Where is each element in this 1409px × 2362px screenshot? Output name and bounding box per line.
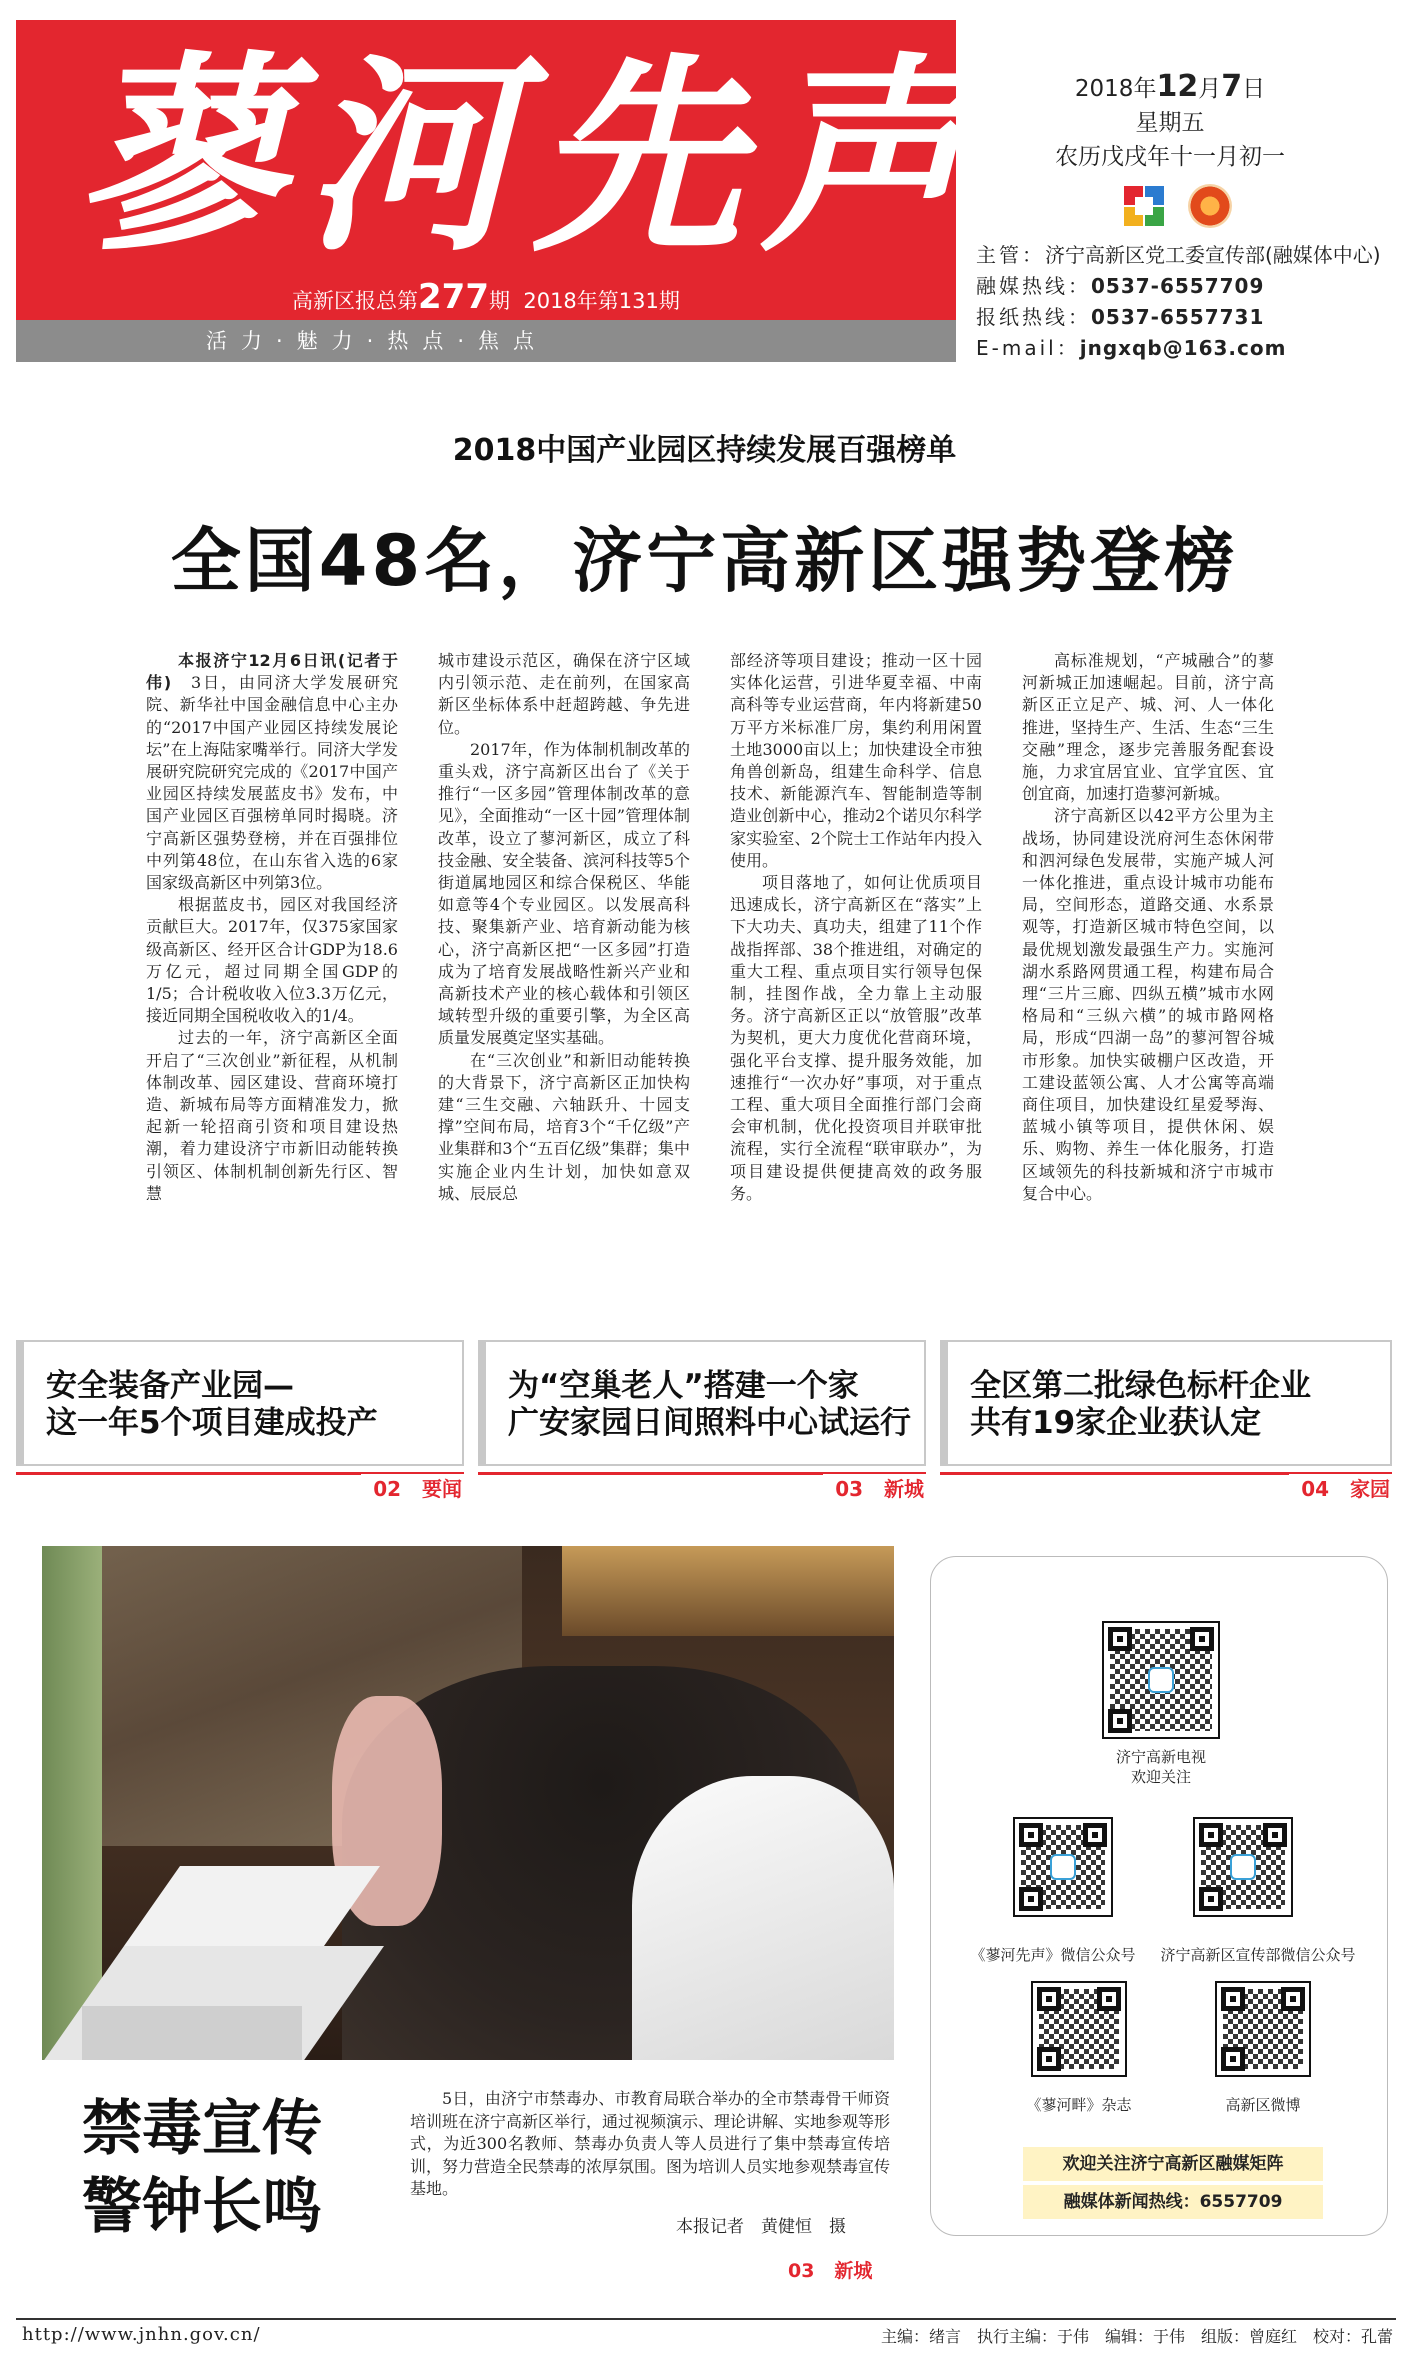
news-hotline-banner: 融媒体新闻热线：6557709: [1023, 2185, 1323, 2219]
date-day: 7: [1221, 69, 1243, 104]
teaser-title-line: 共有19家企业获认定: [970, 1405, 1262, 1441]
story-paragraph: 根据蓝皮书，园区对我国经济贡献巨大。2017年，仅375家国家级高新区、经开区合计GDP为18.6万亿元，超过同期全国GDP的1/5；合计税收收入位3.3万亿元，接近同期全国税收收入的1/4。: [146, 895, 398, 1026]
story-paragraph: 在“三次创业”和新旧动能转换的大背景下，济宁高新区正加快构建“三生交融、六轴跃升、十园支撑”空间布局，培育3个“千亿级”产业集群和3个“五百亿级”集群；集中实施企业内生计划，加快如意双城、辰辰总: [438, 1050, 690, 1203]
teaser-title: [46, 1368, 456, 1442]
story-column-2: [438, 650, 690, 1290]
teaser-page-ref[interactable]: [823, 1474, 926, 1504]
qr-code-icon[interactable]: [1013, 1817, 1113, 1917]
contact-info: [976, 240, 1396, 364]
qr-label: 《蓼河畔》杂志: [1026, 2096, 1132, 2114]
page-name: 新城: [834, 2260, 873, 2282]
news-photo: [42, 1546, 894, 2060]
page-name: 家园: [1350, 1477, 1390, 1501]
qr-code-icon[interactable]: [1193, 1817, 1293, 1917]
page-name: 要闻: [422, 1477, 462, 1501]
tv-logo-icon: [1122, 184, 1166, 228]
page-number: 03: [788, 2260, 815, 2282]
photo-caption-text: 5日，由济宁市禁毒办、市教育局联合举办的全市禁毒骨干师资培训班在济宁高新区举行，通过视频演示、理论讲解、实地参观等形式，为近300名教师、禁毒办负责人等人员进行了集中禁毒宣传培训，努力营造全民禁毒的浓厚氛围。图为培训人员实地参观禁毒宣传基地。: [410, 2089, 891, 2199]
issue-suffix: 期: [488, 289, 510, 313]
email-label: E-mail：: [976, 336, 1080, 360]
issue-year: 2018年第131期: [523, 289, 680, 313]
follow-banner: 欢迎关注济宁高新区融媒矩阵: [1023, 2147, 1323, 2181]
news-hotline-label: 报纸热线：: [976, 305, 1091, 329]
date-block: [1010, 70, 1330, 174]
story-headline: 全国48名，济宁高新区强势登榜: [170, 520, 1239, 602]
sponsor-label: 主管：: [976, 243, 1045, 267]
teaser-title: [508, 1368, 918, 1442]
publish-date: [1010, 70, 1330, 106]
teaser-title: [970, 1368, 1384, 1442]
motto: 活力·魅力·热点·焦点: [206, 329, 549, 353]
media-logos: [1122, 184, 1242, 230]
story-paragraph: 济宁高新区以42平方公里为主战场，协同建设洸府河生态休闲带和泗河绿色发展带，实施产城人河一体化推进，重点设计城市功能布局，空间形态，道路交通、水系景观等，打造新区城市特色空间，以最优规划激发最强生产力。实施河湖水系路网贯通工程，构建布局合理“三片三廊、四纵五横”城市水网格局和“三纵六横”的城市路网格局，形成“四湖一岛”的蓼河智谷城市形象。加快实破棚户区改造，开工建设蓝领公寓、人才公寓等高端商住项目，加快建设红星爱琴海、蓝城小镇等项目，提供休闲、娱乐、购物、养生一体化服务，打造区域领先的科技新城和济宁市城市复合中心。: [1022, 806, 1274, 1203]
date-month-unit: 月: [1198, 76, 1222, 102]
qr-label: 济宁高新区宣传部微信公众号: [1160, 1946, 1356, 1964]
photo-page-ref[interactable]: [788, 2256, 872, 2283]
news-hotline: 0537-6557731: [1091, 305, 1265, 329]
qr-label: 高新区微博: [1225, 2096, 1301, 2114]
teaser-elderly-care[interactable]: [478, 1340, 926, 1501]
qr-label: [1011, 1747, 1311, 1787]
story-column-4: [1022, 650, 1274, 1290]
qr-code-icon[interactable]: [1031, 1981, 1127, 2077]
photo-display-cube: [82, 2006, 302, 2060]
qr-label-line: 欢迎关注: [1130, 1768, 1191, 1786]
email-row: [976, 333, 1396, 364]
date-month: 12: [1156, 69, 1199, 104]
issue-number: [292, 278, 680, 316]
qr-label-line: 济宁高新电视: [1115, 1748, 1206, 1766]
photo-byline: 本报记者 黄健恒 摄: [676, 2217, 846, 2237]
media-hotline-label: 融媒热线：: [976, 274, 1091, 298]
story-column-3: [730, 650, 982, 1290]
page-number: 02: [373, 1477, 402, 1501]
story-paragraph: 城市建设示范区，确保在济宁区域内引领示范、走在前列，在国家高新区坐标体系中赶超跨越、争先进位。: [438, 651, 690, 737]
qr-label: 《蓼河先声》微信公众号: [970, 1946, 1136, 1964]
teaser-title-line: 为“空巢老人”搭建一个家: [508, 1368, 859, 1404]
masthead: [16, 20, 989, 362]
story-paragraph: 3日，由同济大学发展研究院、新华社中国金融信息中心主办的“2017中国产业园区持续发展论坛”在上海陆家嘴举行。同济大学发展研究院研究完成的《2017中国产业园区持续发展蓝皮书》发布，中国产业园区百强榜单同时揭晓。济宁高新区强势登榜，并在百强排位中列第48位，在山东省入选的6家国家级高新区中列第3位。: [146, 673, 398, 893]
issue-prefix: 高新区报总第: [292, 289, 418, 313]
story-paragraph: 部经济等项目建设；推动一区十园实体化运营，引进华夏幸福、中南高科等专业运营商，年内将新建50万平方米标准厂房，集约利用闲置土地3000亩以上；加快建设全市独角兽创新岛，组建生命科学、信息技术、新能源汽车、智能制造等制造业创新中心，推动2个诺贝尔科学家实验室、2个院士工作站年内投入使用。: [730, 651, 982, 870]
footer-divider: [16, 2318, 1396, 2320]
masthead-red-panel: [16, 20, 989, 320]
page-number: 04: [1301, 1477, 1330, 1501]
qr-code-panel: [930, 1556, 1388, 2236]
page-name: 新城: [884, 1477, 924, 1501]
lunar-date: 农历戊戌年十一月初一: [1055, 144, 1285, 170]
photo-visitor-white-jacket: [632, 1776, 894, 2060]
news-hotline-row: [976, 302, 1396, 333]
teaser-title-line: 安全装备产业园—: [46, 1368, 294, 1404]
sunburst-logo-icon: [1188, 184, 1232, 228]
teaser-title-line: 全区第二批绿色标杆企业: [970, 1368, 1311, 1404]
teaser-page-ref[interactable]: [361, 1474, 464, 1504]
media-hotline-row: [976, 271, 1396, 302]
photo-caption: [410, 2088, 890, 2201]
editorial-credits: 主编：绪言 执行主编：于伟 编辑：于伟 组版：曾庭红 校对：孔蕾: [880, 2327, 1393, 2346]
story-paragraph: 项目落地了，如何让优质项目迅速成长，济宁高新区在“落实”上下大功夫、真功夫，组建了11个作战指挥部、38个推进组，对确定的重大工程、重点项目实行领导包保制，挂图作战，全力靠上主动服务。济宁高新区正以“放管服”改革为契机，更大力度优化营商环境，强化平台支撑、提升服务效能，加速推行“一次办好”事项，对于重点工程、重大项目全面推行部门会商会审机制，优化投资项目并联审批流程，实行全流程“联审联办”，为项目建设提供便捷高效的政务服务。: [730, 873, 982, 1203]
issue-total: 277: [418, 277, 489, 317]
sponsor-row: [976, 240, 1396, 271]
newspaper-logo: 蓼河先声: [76, 33, 989, 280]
photo-story-title-line: 警钟长鸣: [82, 2172, 322, 2242]
story-paragraph: 高标准规划，“产城融合”的蓼河新城正加速崛起。目前，济宁高新区正立足产、城、河、人一体化推进，坚持生产、生活、生态“三生交融”理念，逐步完善服务配套设施，力求宜居宜业、宜学宜医、宜创宜商，加速打造蓼河新城。: [1022, 651, 1274, 804]
media-hotline: 0537-6557709: [1091, 274, 1265, 298]
story-column-1: [146, 650, 398, 1290]
date-day-unit: 日: [1242, 76, 1266, 102]
teaser-page-ref[interactable]: [1289, 1474, 1392, 1504]
qr-code-icon[interactable]: [1102, 1621, 1220, 1739]
photo-story-title: [82, 2090, 322, 2246]
teaser-safety-industry[interactable]: [16, 1340, 464, 1501]
sponsor: 济宁高新区党工委宣传部(融媒体中心): [1045, 243, 1381, 267]
story-paragraph: 2017年，作为体制机制改革的重头戏，济宁高新区出台了《关于推行“一区多园”管理体制改革的意见》，全面推动“一区十园”管理体制改革，设立了蓼河新区，成立了科技金融、安全装备、滨河科技等5个街道属地园区和综合保税区、华能如意等4个专业园区。以发展高科技、聚集新产业、培育新动能为核心，济宁高新区把“一区多园”打造成为了培育发展战略性新兴产业和高新技术产业的核心载体和引领区域转型升级的重要引擎，为全区高质量发展奠定坚实基础。: [438, 739, 690, 1048]
page-number: 03: [835, 1477, 864, 1501]
story-paragraph: 过去的一年，济宁高新区全面开启了“三次创业”新征程，从机制体制改革、园区建设、营商环境打造、新城布局等方面精准发力，掀起新一轮招商引资和项目建设热潮，着力建设济宁市新旧动能转换引领区、体制机制创新先行区、智慧: [146, 1028, 398, 1203]
email-link[interactable]: jngxqb@163.com: [1079, 336, 1287, 360]
teaser-green-enterprise[interactable]: [940, 1340, 1392, 1501]
teaser-title-line: 广安家园日间照料中心试运行: [508, 1405, 911, 1441]
weekday: 星期五: [1135, 110, 1205, 136]
story-dateline: 本报济宁12月6日讯(记者于伟): [146, 651, 398, 693]
date-year: 2018年: [1074, 76, 1157, 102]
photo-light: [562, 1546, 894, 1636]
photo-wall-panel: [42, 1546, 102, 2060]
qr-code-icon[interactable]: [1215, 1981, 1311, 2077]
website-link[interactable]: http://www.jnhn.gov.cn/: [22, 2324, 261, 2345]
motto-bar: [16, 320, 956, 362]
teaser-title-line: 这一年5个项目建成投产: [46, 1405, 378, 1441]
photo-story-title-line: 禁毒宣传: [82, 2094, 322, 2164]
story-kicker: 2018中国产业园区持续发展百强榜单: [452, 433, 957, 468]
